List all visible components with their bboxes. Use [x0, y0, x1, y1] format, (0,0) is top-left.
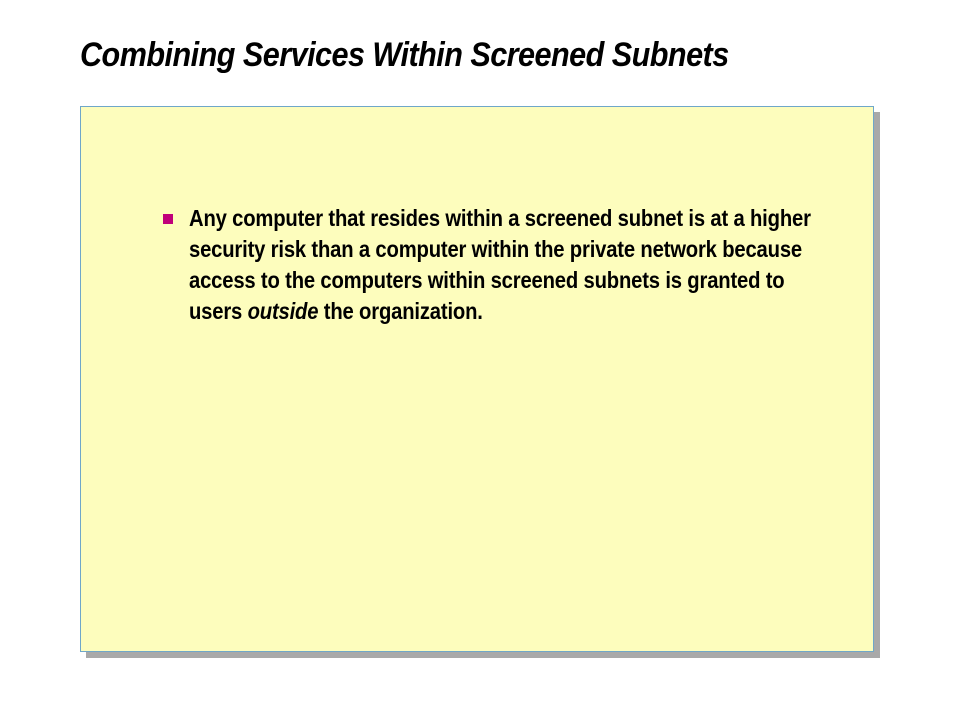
bullet-emphasis: outside [247, 298, 319, 324]
bullet-text-part: the organization. [318, 298, 483, 324]
bullet-text [189, 203, 840, 327]
content-box [80, 106, 874, 652]
bullet-item [121, 203, 841, 327]
square-bullet-icon [163, 214, 173, 224]
bullet-list [121, 203, 841, 327]
bullet-text-part: Any computer that resides within a screened subnet is at a higher security risk than a computer within the private network because access to the computers within screened subnets is granted to users [189, 205, 811, 324]
slide-title: Combining Services Within Screened Subnets [80, 36, 729, 74]
